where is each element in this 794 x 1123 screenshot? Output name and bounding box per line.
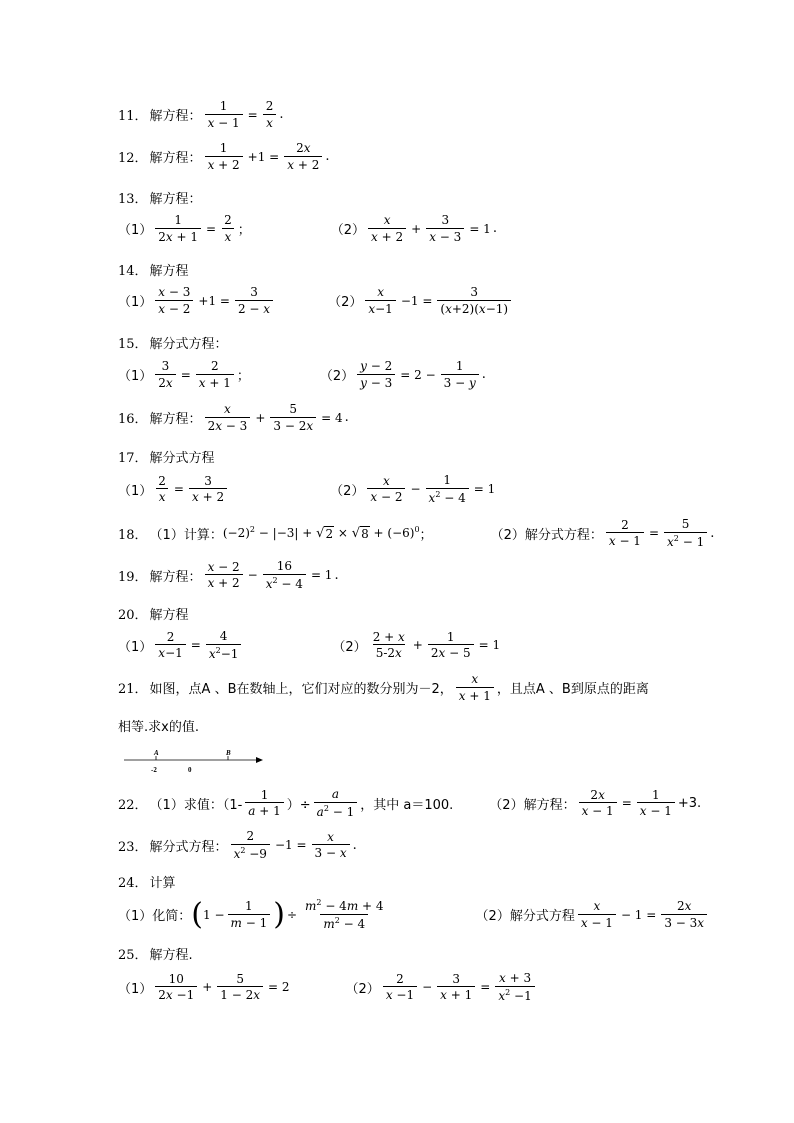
part-label: （2）	[345, 981, 380, 997]
part-label: （1）化简：	[118, 909, 192, 925]
problem-20-parts: （1） $\frac{2}{x-1}$ = $\frac{4}{x^2-1}$ （2） $\frac{2 + x}{5-2x}$ + $\frac{1}{2x - 5}$ = 1	[118, 629, 501, 661]
part-label: （2）	[332, 639, 367, 655]
part-label: （1）计算：	[149, 527, 223, 543]
period: .	[325, 149, 330, 165]
problem-17	[118, 447, 215, 466]
label-a: A	[154, 749, 159, 757]
problem-title: 解方程：	[149, 412, 202, 428]
part-label: （2）	[328, 295, 363, 311]
problem-21: 21． 如图，点A 、B在数轴上，它们对应的数分别为－2， $\frac{x}{x + 1}$ ，且点A 、B到原点的距离	[118, 672, 649, 703]
problem-12: 12． 解方程： $\frac{1}{x + 2}$ +1 = $\frac{2x}{x + 2}$ .	[118, 141, 330, 172]
problem-title: 解方程.	[149, 948, 193, 963]
problem-15-parts: （1） $\frac{3}{2x}$ = $\frac{2}{x + 1}$ ； （2） $\frac{y - 2}{y - 3}$ = 2 − $\frac{1}{3 - y}$ .	[118, 359, 486, 390]
problem-14	[118, 260, 189, 279]
problem-number: 22．	[118, 797, 148, 813]
part-label: （2）	[330, 223, 366, 239]
problem-25	[118, 944, 193, 963]
problem-17-parts: （1） $\frac{2}{x}$ = $\frac{3}{x + 2}$ （2） $\frac{x}{x - 2}$ − $\frac{1}{x^2 - 4}$ = 1	[118, 473, 496, 505]
part-label: （1）	[118, 639, 153, 655]
problem-title: 解分式方程：	[149, 839, 228, 855]
part-label: （2）解分式方程：	[490, 527, 603, 543]
problem-text: 相等.求x的值.	[118, 720, 199, 735]
problem-title: 计算	[149, 876, 176, 891]
tick-label-minus2: -2	[151, 766, 157, 774]
part-label: （1）	[118, 223, 153, 239]
part-label: （2）解方程：	[489, 797, 576, 813]
problem-13	[118, 188, 202, 207]
problem-11: 11． 解方程： $\frac{1}{x - 1}$ = $\frac{2}{x}$ .	[118, 99, 284, 130]
problem-number: 14．	[118, 264, 148, 279]
problem-title: 解方程：	[149, 151, 202, 167]
problem-19: 19． 解方程： $\frac{x - 2}{x + 2}$ − $\frac{16}{x^2 - 4}$ = 1 .	[118, 559, 339, 591]
label-b: B	[226, 749, 231, 757]
problem-21-cont	[118, 716, 199, 735]
problem-24-parts: （1）化简： ( 1 − $\frac{1}{m - 1}$ ) ÷ $\frac{m^2 - 4m + 4}{m^2 - 4}$ （2）解分式方程 $\frac{x}{x - 1}$ − 1 = $\frac{2x}{3 - 3x}$	[118, 899, 710, 930]
problem-title: 解方程	[149, 264, 189, 279]
part-label: （1）	[118, 981, 153, 997]
problem-title: 解分式方程	[149, 451, 215, 466]
problem-13-parts: （1） $\frac{1}{2x + 1}$ = $\frac{2}{x}$ ； （2） $\frac{x}{x + 2}$ + $\frac{3}{x - 3}$ = 1 .	[118, 213, 497, 244]
problem-title: 解方程：	[149, 192, 202, 207]
problem-title: 解分式方程：	[149, 337, 228, 352]
problem-14-parts: （1） $\frac{x - 3}{x - 2}$ +1 = $\frac{3}{2 - x}$ （2） $\frac{x}{x-1}$ −1 = $\frac{3}{(x+2)(x-1)}$	[118, 286, 514, 315]
problem-text: ，且点A 、B到原点的距离	[496, 682, 649, 698]
problem-20	[118, 604, 189, 623]
part-label: （1）	[118, 295, 153, 311]
fraction: $\frac{1}{x + 2}$	[205, 142, 243, 171]
problem-number: 16．	[118, 412, 148, 428]
part-label: （1）	[118, 483, 153, 499]
problem-18: 18． （1）计算： $(-2)^2 - |-3|$ + √ 2 × √ 8 + $(-6)^0$ ； （2）解分式方程： $\frac{2}{x - 1}$ = $\frac{5}{x^2 - 1}$ .	[118, 517, 715, 549]
fraction: $\frac{1}{x - 1}$	[205, 100, 243, 129]
problem-24	[118, 872, 176, 891]
problem-15	[118, 333, 228, 352]
problem-25-parts: （1） $\frac{10}{2x -1}$ + $\frac{5}{1 - 2x}$ = 2 （2） $\frac{2}{x -1}$ − $\frac{3}{x + 1}$ = $\frac{x + 3}{x^2 -1}$	[118, 972, 538, 1002]
problem-number: 17．	[118, 451, 148, 466]
part-label: （1）	[118, 369, 153, 385]
problem-number: 20．	[118, 608, 148, 623]
tick-label-zero: 0	[188, 766, 192, 774]
problem-number: 21．	[118, 682, 148, 698]
problem-title: 解方程：	[149, 569, 202, 585]
problem-number: 25．	[118, 948, 148, 963]
problem-number: 18．	[118, 527, 148, 543]
problem-23: 23． 解分式方程： $\frac{2}{x^2 -9}$ −1 = $\frac{x}{3 - x}$ .	[118, 829, 357, 861]
number-line-figure	[118, 746, 268, 778]
fraction: $\frac{2x}{x + 2}$	[284, 142, 322, 171]
part-label: （1）求值：（1-	[149, 797, 243, 813]
problem-number: 11．	[118, 109, 148, 125]
problem-number: 12．	[118, 151, 148, 167]
part-label: （2）	[319, 369, 355, 385]
problem-title: 解方程：	[149, 109, 202, 125]
problem-title: 解方程	[149, 608, 189, 623]
number-line-arrow	[256, 757, 263, 763]
problem-number: 19．	[118, 569, 148, 585]
problem-number: 15．	[118, 337, 148, 352]
problem-number: 23．	[118, 839, 148, 855]
problem-number: 13．	[118, 192, 148, 207]
problem-number: 24．	[118, 876, 148, 891]
part-label: （2）	[330, 483, 365, 499]
period: .	[279, 107, 284, 123]
problem-16: 16． 解方程： $\frac{x}{2x - 3}$ + $\frac{5}{3 - 2x}$ = 4 .	[118, 402, 349, 433]
fraction: $\frac{2}{x}$	[263, 100, 277, 129]
problem-text: 如图，点A 、B在数轴上，它们对应的数分别为－2，	[149, 682, 453, 698]
part-label: （2）解分式方程	[475, 909, 575, 925]
problem-22: 22． （1）求值：（1- $\frac{1}{a + 1}$ ）÷ $\frac{a}{a^2 - 1}$ ，其中 a＝100. （2）解方程： $\frac{2x}{x - 1}$ = $\frac{1}{x - 1}$ +3.	[118, 787, 702, 819]
